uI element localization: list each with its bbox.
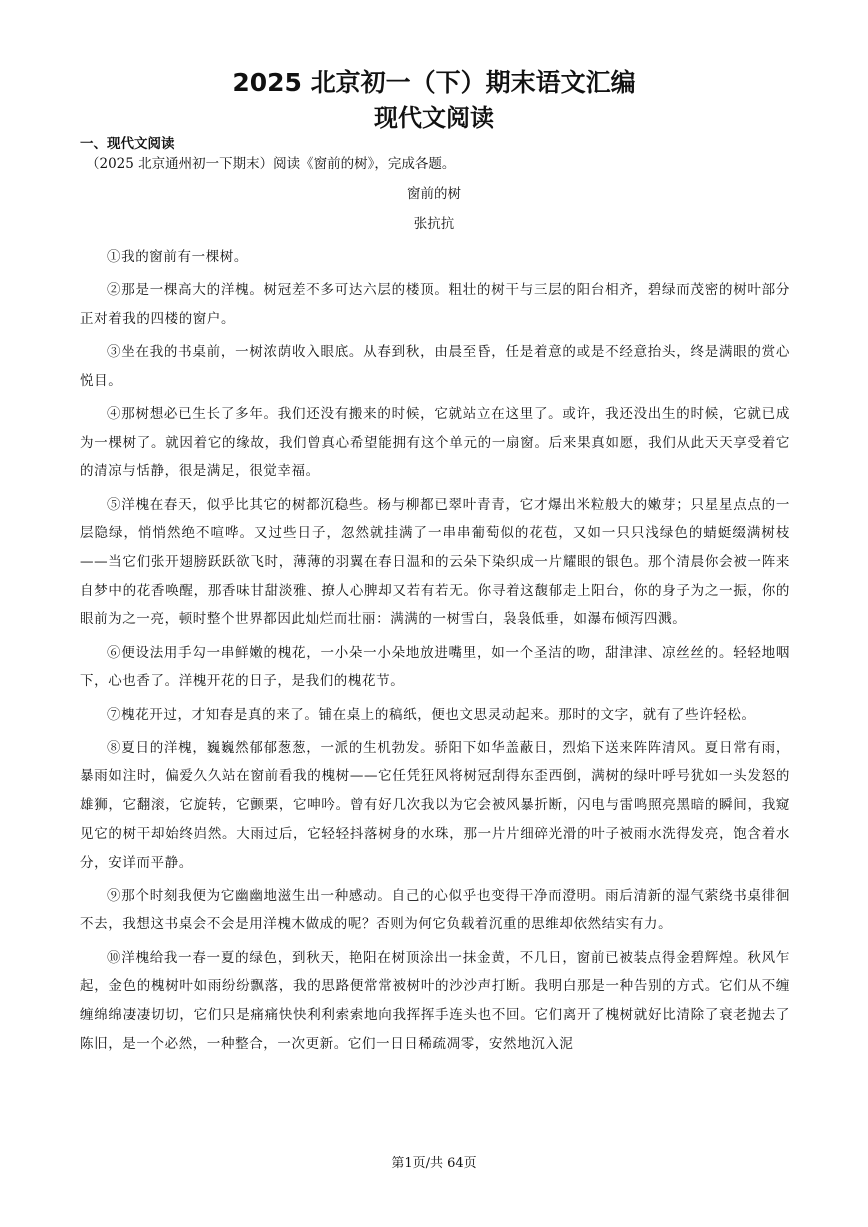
page-number: 第1页/共 64页: [391, 1156, 477, 1171]
paragraph-1: ①我的窗前有一棵树。: [107, 249, 248, 265]
article-author: 张抗抗: [413, 216, 455, 232]
paragraph-5: ⑤洋槐在春天，似乎比其它的树都沉稳些。杨与柳都已翠叶青青，它才爆出米粒般大的嫩芽；只星星点点的一层隐绿，悄悄然绝不喧哗。又过些日子，忽然就挂满了一串串葡萄似的花苞，又如一只只浅绿色的蜻蜓缀满树枝——当它们张开翅膀跃跃欲飞时，薄薄的羽翼在春日温和的云朵下染织成一片耀眼的银色。那个清晨你会被一阵来自梦中的花香唤醒，那香味甘甜淡雅、撩人心脾却又若有若无。你寻着这馥郁走上阳台，你的身子为之一振，你的眼前为之一亮，顿时整个世界都因此灿烂而壮丽：满满的一树雪白，袅袅低垂，如瀑布倾泻四溅。: [80, 496, 790, 628]
paragraph-10: ⑩洋槐给我一春一夏的绿色，到秋天，艳阳在树顶涂出一抹金黄，不几日，窗前已被装点得金碧辉煌。秋风乍起，金色的槐树叶如雨纷纷飘落，我的思路便常常被树叶的沙沙声打断。我明白那是一种告别的方式。它们从不缠缠绵绵凄凄切切，它们只是痛痛快快利利索索地向我挥挥手连头也不回。它们离开了槐树就好比清除了衰老抛去了陈旧，是一个必然，一种整合，一次更新。它们一日日稀疏凋零，安然地沉入泥: [80, 949, 790, 1052]
paragraph-3: ③坐在我的书桌前，一树浓荫收入眼底。从春到秋，由晨至昏，任是着意的或是不经意抬头，终是满眼的赏心悦目。: [80, 344, 790, 389]
paragraph-9: ⑨那个时刻我便为它幽幽地滋生出一种感动。自己的心似乎也变得干净而澄明。雨后清新的湿气萦绕书桌徘徊不去，我想这书桌会不会是用洋槐木做成的呢？否则为何它负载着沉重的思维却依然结实有力。: [80, 887, 790, 933]
paragraph-4: ④那树想必已生长了多年。我们还没有搬来的时候，它就站立在这里了。或许，我还没出生的时候，它就已成为一棵树了。就因着它的缘故，我们曾真心希望能拥有这个单元的一扇窗。后来果真如愿，我们从此天天享受着它的清凉与恬静，很是满足，很觉幸福。: [80, 406, 790, 480]
paragraph-6: ⑥便设法用手勾一串鲜嫩的槐花，一小朵一小朵地放进嘴里，如一个圣洁的吻，甜津津、凉丝丝的。轻轻地咽下，心也香了。洋槐开花的日子，是我们的槐花节。: [80, 644, 790, 690]
question-intro: （2025 北京通州初一下期末）阅读《窗前的树》，完成各题。: [86, 156, 456, 172]
document-title: 2025 北京初一（下）期末语文汇编: [232, 68, 636, 97]
paragraph-2: ②那是一棵高大的洋槐。树冠差不多可达六层的楼顶。粗壮的树干与三层的阳台相齐，碧绿而茂密的树叶部分正对着我的四楼的窗户。: [80, 282, 790, 327]
document-subtitle: 现代文阅读: [374, 104, 494, 132]
paragraph-8: ⑧夏日的洋槐，巍巍然郁郁葱葱，一派的生机勃发。骄阳下如华盖蔽日，烈焰下送来阵阵清风。夏日常有雨，暴雨如注时，偏爱久久站在窗前看我的槐树——它任凭狂风将树冠刮得东歪西倒，满树的绿叶呼号犹如一头发怒的雄狮，它翻滚，它旋转，它颤栗，它呻吟。曾有好几次我以为它会被风暴折断，闪电与雷鸣照亮黑暗的瞬间，我窥见它的树干却始终岿然。大雨过后，它轻轻抖落树身的水珠，那一片片细碎光滑的叶子被雨水洗得发亮，饱含着水分，安详而平静。: [80, 739, 790, 871]
article-body: [80, 243, 790, 1063]
section-heading: 一、现代文阅读: [80, 136, 175, 152]
paragraph-7: ⑦槐花开过，才知春是真的来了。铺在桌上的稿纸，便也文思灵动起来。那时的文字，就有了些许轻松。: [107, 706, 756, 723]
article-title: 窗前的树: [407, 186, 461, 202]
